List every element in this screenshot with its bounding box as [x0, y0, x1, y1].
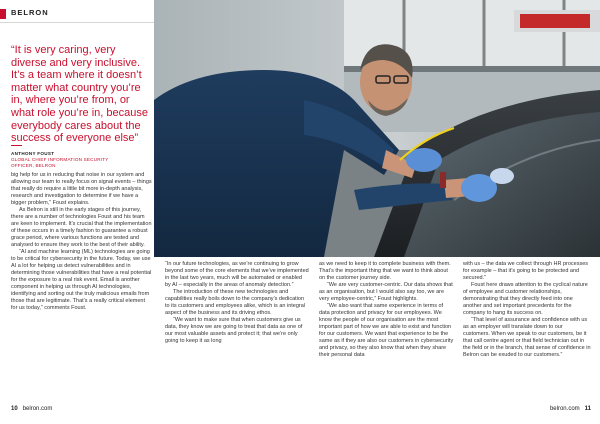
footer-left	[11, 406, 52, 412]
paragraph: The introduction of these new technologies and capabilities really boils down to the company’s dedication to its customers and employees alike, which is an integral aspect of the business and its driving ethos.	[165, 289, 306, 316]
paragraph: As Belron is still in the early stages of this journey, there are a number of technologies Foust and his team are keen to implement. It’s crucial that the implementation of these occurs in a timely fashion to guarantee a robust grace period, where various functions are tested and analysed to ensure they work to the best of their ability.	[11, 207, 152, 248]
paragraph: “We want to make sure that when customers give us data, they know we are going to treat that data as one of our most valuable assets and protect it; that we’re only going to keep it as long	[165, 317, 303, 344]
attribution-rule	[11, 145, 22, 146]
body-column-2	[165, 261, 309, 345]
paragraph: “We are very customer-centric. Our data shows that as an organisation, but I would also say too, we are very employee-centric,” Foust highlights.	[319, 282, 453, 302]
paragraph: “We also want that same experience in terms of data protection and privacy for our employees. We know the people of our organisation are the most important part of how we are able to exist and function for our customers. We want that experience to be the same as if they are also our customers in cybersecurity and privacy, so they also know that when they share their personal data	[319, 303, 454, 358]
technician-windscreen-photo	[154, 0, 600, 257]
paragraph: as we need to keep it to complete business with them. That’s the important thing that we want to think about on the customer journey side.	[319, 261, 451, 281]
header-bar	[0, 0, 154, 22]
paragraph: with us – the data we collect through HR processes for example – that it’s going to be protected and secured.”	[463, 261, 589, 281]
pull-quote: “It is very caring, very diverse and very inclusive. It’s a team where it doesn’t matter what country you’re in, where you’re from, or what role you’re in, because everybody cares about the success of everyone else”	[11, 44, 148, 145]
site-link-right[interactable]: belron.com	[549, 406, 580, 412]
body-column-1	[11, 172, 152, 312]
page-number-left: 10	[11, 406, 18, 412]
body-column-3	[319, 261, 454, 359]
header-divider	[0, 22, 154, 23]
footer-right	[550, 406, 591, 412]
brand-name: BELRON	[11, 8, 49, 17]
brand-accent-mark	[0, 9, 6, 19]
paragraph: “In our future technologies, as we’re continuing to grow beyond some of the core elements that we’ve implemented in the last two years, much will be automated or enabled by AI – especially in the areas of anomaly detection.”	[165, 261, 309, 288]
paragraph: Foust here draws attention to the cyclical nature of employee and customer relationships, demonstrating that they directly feed into one another and set important precedents for the company to hang its success on.	[463, 282, 588, 316]
site-link-left[interactable]: belron.com	[22, 406, 53, 412]
body-column-4	[463, 261, 591, 359]
paragraph: “AI and machine learning (ML) technologies are going to be critical for cybersecurity in the future. Today, we use AI a lot for helping us detect vulnerabilities and in determining those vulnerabilities that have a real potential for the exposure to a real risk event. Email is another component in helping us through AI technologies, identifying and sorting out the truly malicious emails from those that are legitimate. That’s a really critical element for us today,” comments Foust.	[11, 249, 152, 311]
paragraph: “That level of assurance and confidence with us as an employer will translate down to our customers. When we speak to our customers, be it that call centre agent or that field technician out in the field or in the branch, that sense of confidence in Belron can be exuded to our customers.”	[463, 317, 591, 358]
paragraph: big help for us in reducing that noise in our system and allowing our team to really focus on signal events – things that really do require a little bit more in-depth analysis, research and investigation to determine if we have a bigger problem,” Foust explains.	[11, 172, 152, 206]
page-number-right: 11	[584, 406, 591, 412]
attribution-role: GLOBAL CHIEF INFORMATION SECURITY OFFICER, BELRON	[11, 157, 109, 168]
technician-photo	[154, 0, 600, 257]
attribution-name: ANTHONY FOUST	[11, 151, 55, 156]
